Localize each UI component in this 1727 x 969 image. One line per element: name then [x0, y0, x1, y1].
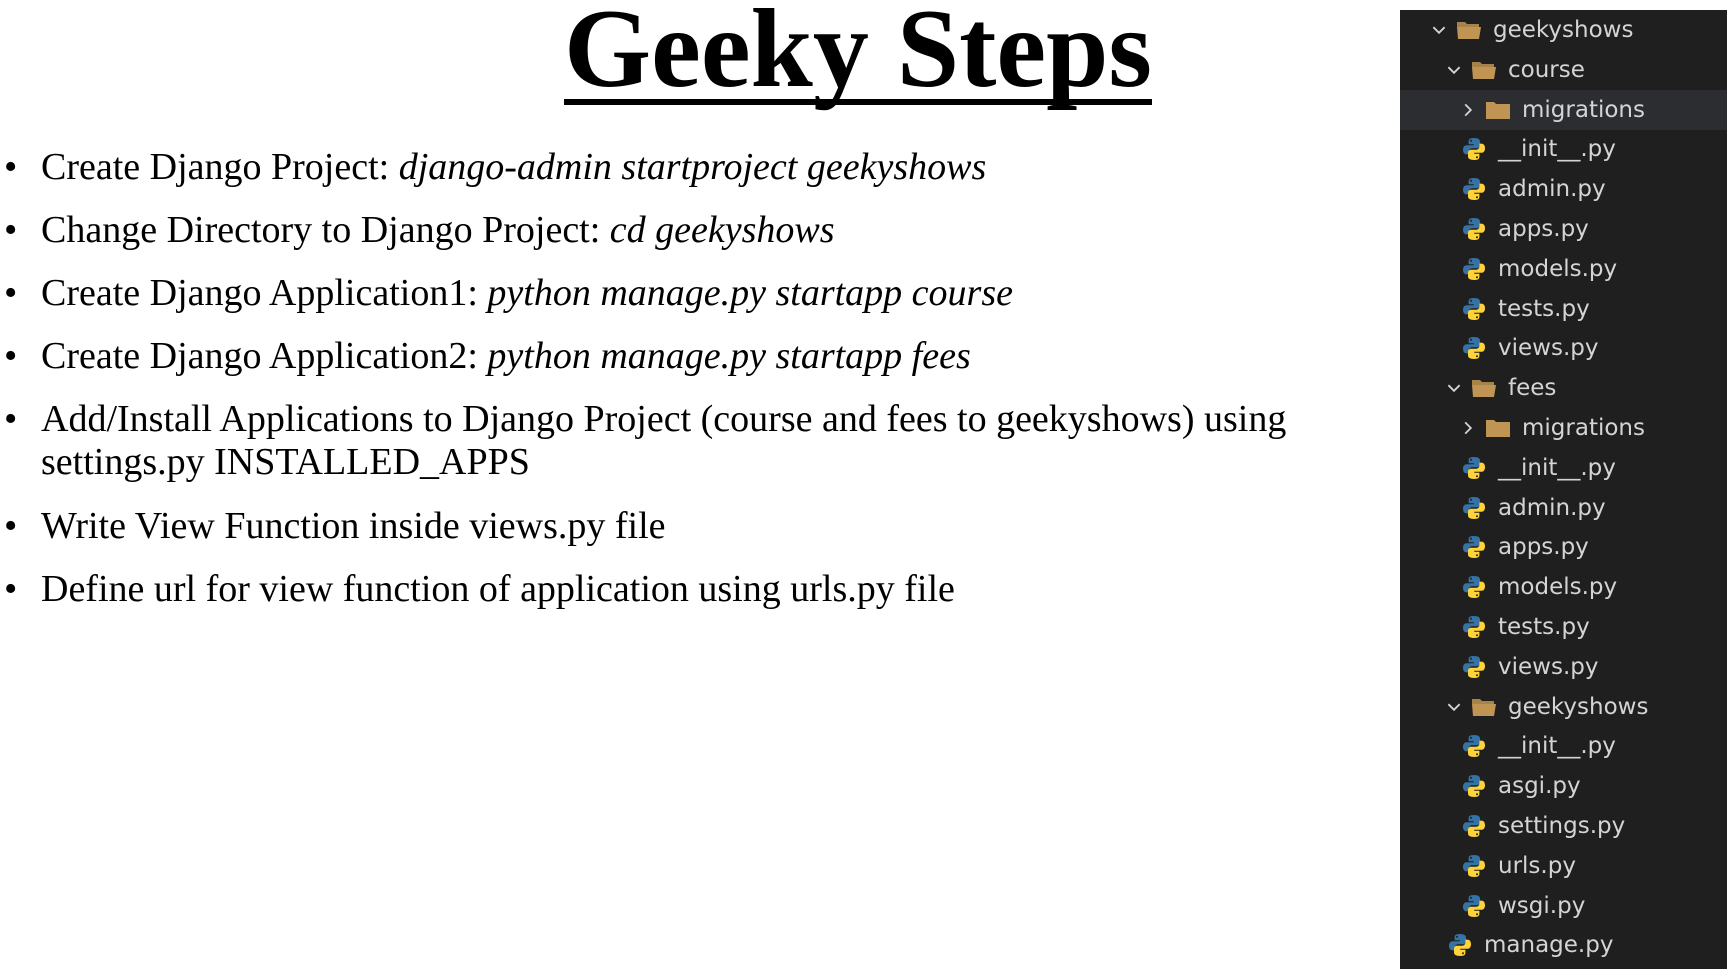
step-command: django-admin startproject geekyshows: [398, 146, 987, 188]
chevron-down-icon[interactable]: [1442, 695, 1466, 719]
python-icon: [1460, 495, 1488, 521]
tree-item-label: __init__.py: [1498, 454, 1616, 481]
tree-item-label: admin.py: [1498, 176, 1606, 203]
tree-folder[interactable]: [1400, 10, 1727, 50]
step-item: [0, 505, 1390, 548]
bullet-mark: •: [4, 568, 18, 610]
tree-file[interactable]: [1400, 567, 1727, 607]
python-icon: [1460, 216, 1488, 242]
tree-file[interactable]: [1400, 806, 1727, 846]
chevron-down-icon[interactable]: [1442, 376, 1466, 400]
slide-title-text: Geeky Steps: [564, 0, 1152, 111]
python-icon: [1460, 455, 1488, 481]
step-command: cd geekyshows: [609, 209, 835, 251]
tree-file[interactable]: [1400, 209, 1727, 249]
tree-item-label: admin.py: [1498, 494, 1606, 521]
step-label: Create Django Application1:: [41, 272, 488, 314]
python-icon: [1446, 932, 1474, 958]
chevron-right-icon[interactable]: [1456, 416, 1480, 440]
step-command: python manage.py startapp course: [487, 272, 1013, 314]
step-label: Define url for view function of application using urls.py file: [41, 568, 955, 610]
tree-file[interactable]: [1400, 527, 1727, 567]
python-icon: [1460, 296, 1488, 322]
bullet-mark: •: [4, 272, 18, 314]
tree-item-label: course: [1508, 56, 1585, 83]
chevron-down-icon[interactable]: [1442, 58, 1466, 82]
tree-item-label: views.py: [1498, 335, 1599, 362]
tree-item-label: settings.py: [1498, 813, 1626, 839]
tree-item-label: models.py: [1498, 255, 1618, 282]
tree-item-label: wsgi.py: [1498, 892, 1586, 919]
folder-open-icon: [1470, 375, 1498, 401]
bullet-mark: •: [4, 398, 18, 440]
python-icon: [1460, 176, 1488, 202]
step-item: [0, 398, 1390, 484]
tree-item-label: views.py: [1498, 653, 1599, 680]
python-icon: [1460, 534, 1488, 560]
tree-file[interactable]: [1400, 886, 1727, 926]
tree-item-label: geekyshows: [1493, 17, 1634, 43]
tree-file[interactable]: [1400, 249, 1727, 289]
step-label: Write View Function inside views.py file: [41, 505, 666, 547]
tree-folder[interactable]: [1400, 50, 1727, 90]
tree-folder[interactable]: [1400, 368, 1727, 408]
bullet-mark: •: [4, 335, 18, 377]
python-icon: [1460, 136, 1488, 162]
steps-list: [0, 146, 1390, 631]
bullet-mark: •: [4, 146, 18, 188]
python-icon: [1460, 335, 1488, 361]
step-item: [0, 335, 1390, 378]
tree-item-label: asgi.py: [1498, 773, 1581, 800]
python-icon: [1460, 773, 1488, 799]
folder-icon: [1484, 97, 1512, 123]
tree-file[interactable]: [1400, 846, 1727, 886]
python-icon: [1460, 813, 1488, 839]
tree-item-label: apps.py: [1498, 216, 1589, 242]
step-command: python manage.py startapp fees: [487, 335, 971, 377]
step-label: Change Directory to Django Project:: [41, 209, 610, 251]
tree-item-label: __init__.py: [1498, 136, 1616, 163]
tree-item-label: fees: [1508, 375, 1557, 402]
folder-open-icon: [1455, 17, 1483, 43]
folder-open-icon: [1470, 694, 1498, 720]
tree-item-label: apps.py: [1498, 534, 1589, 561]
tree-item-label: models.py: [1498, 574, 1618, 601]
tree-file[interactable]: [1400, 448, 1727, 488]
tree-file[interactable]: [1400, 726, 1727, 766]
step-label: Create Django Project:: [41, 146, 399, 188]
tree-item-label: migrations: [1522, 415, 1645, 441]
chevron-right-icon[interactable]: [1456, 98, 1480, 122]
tree-file[interactable]: [1400, 488, 1727, 528]
bullet-mark: •: [4, 209, 18, 251]
tree-folder[interactable]: [1400, 687, 1727, 727]
step-label: Add/Install Applications to Django Project (course and fees to geekyshows) using settings.py INSTALLED_APPS: [41, 398, 1287, 483]
tree-item-label: manage.py: [1484, 932, 1614, 959]
python-icon: [1460, 893, 1488, 919]
tree-item-label: urls.py: [1498, 852, 1576, 879]
tree-file[interactable]: [1400, 607, 1727, 647]
step-item: [0, 568, 1390, 611]
python-icon: [1460, 614, 1488, 640]
python-icon: [1460, 733, 1488, 759]
step-label: Create Django Application2:: [41, 335, 488, 377]
tree-file[interactable]: [1400, 766, 1727, 806]
tree-file[interactable]: [1400, 925, 1727, 965]
python-icon: [1460, 853, 1488, 879]
folder-icon: [1484, 415, 1512, 441]
folder-open-icon: [1470, 57, 1498, 83]
step-item: [0, 209, 1390, 252]
python-icon: [1460, 256, 1488, 282]
tree-file[interactable]: [1400, 647, 1727, 687]
tree-item-label: migrations: [1522, 96, 1645, 123]
tree-file[interactable]: [1400, 169, 1727, 209]
tree-file[interactable]: [1400, 328, 1727, 368]
step-item: [0, 272, 1390, 315]
tree-folder[interactable]: [1400, 408, 1727, 448]
python-icon: [1460, 574, 1488, 600]
tree-item-label: tests.py: [1498, 295, 1590, 322]
step-item: [0, 146, 1390, 189]
tree-item-label: __init__.py: [1498, 733, 1616, 760]
tree-item-label: geekyshows: [1508, 693, 1649, 720]
tree-file[interactable]: [1400, 129, 1727, 169]
tree-folder[interactable]: [1400, 90, 1727, 130]
chevron-down-icon[interactable]: [1427, 18, 1451, 42]
bullet-mark: •: [4, 505, 18, 547]
file-explorer: [1400, 10, 1727, 969]
python-icon: [1460, 654, 1488, 680]
tree-file[interactable]: [1400, 289, 1727, 329]
tree-item-label: tests.py: [1498, 614, 1590, 640]
